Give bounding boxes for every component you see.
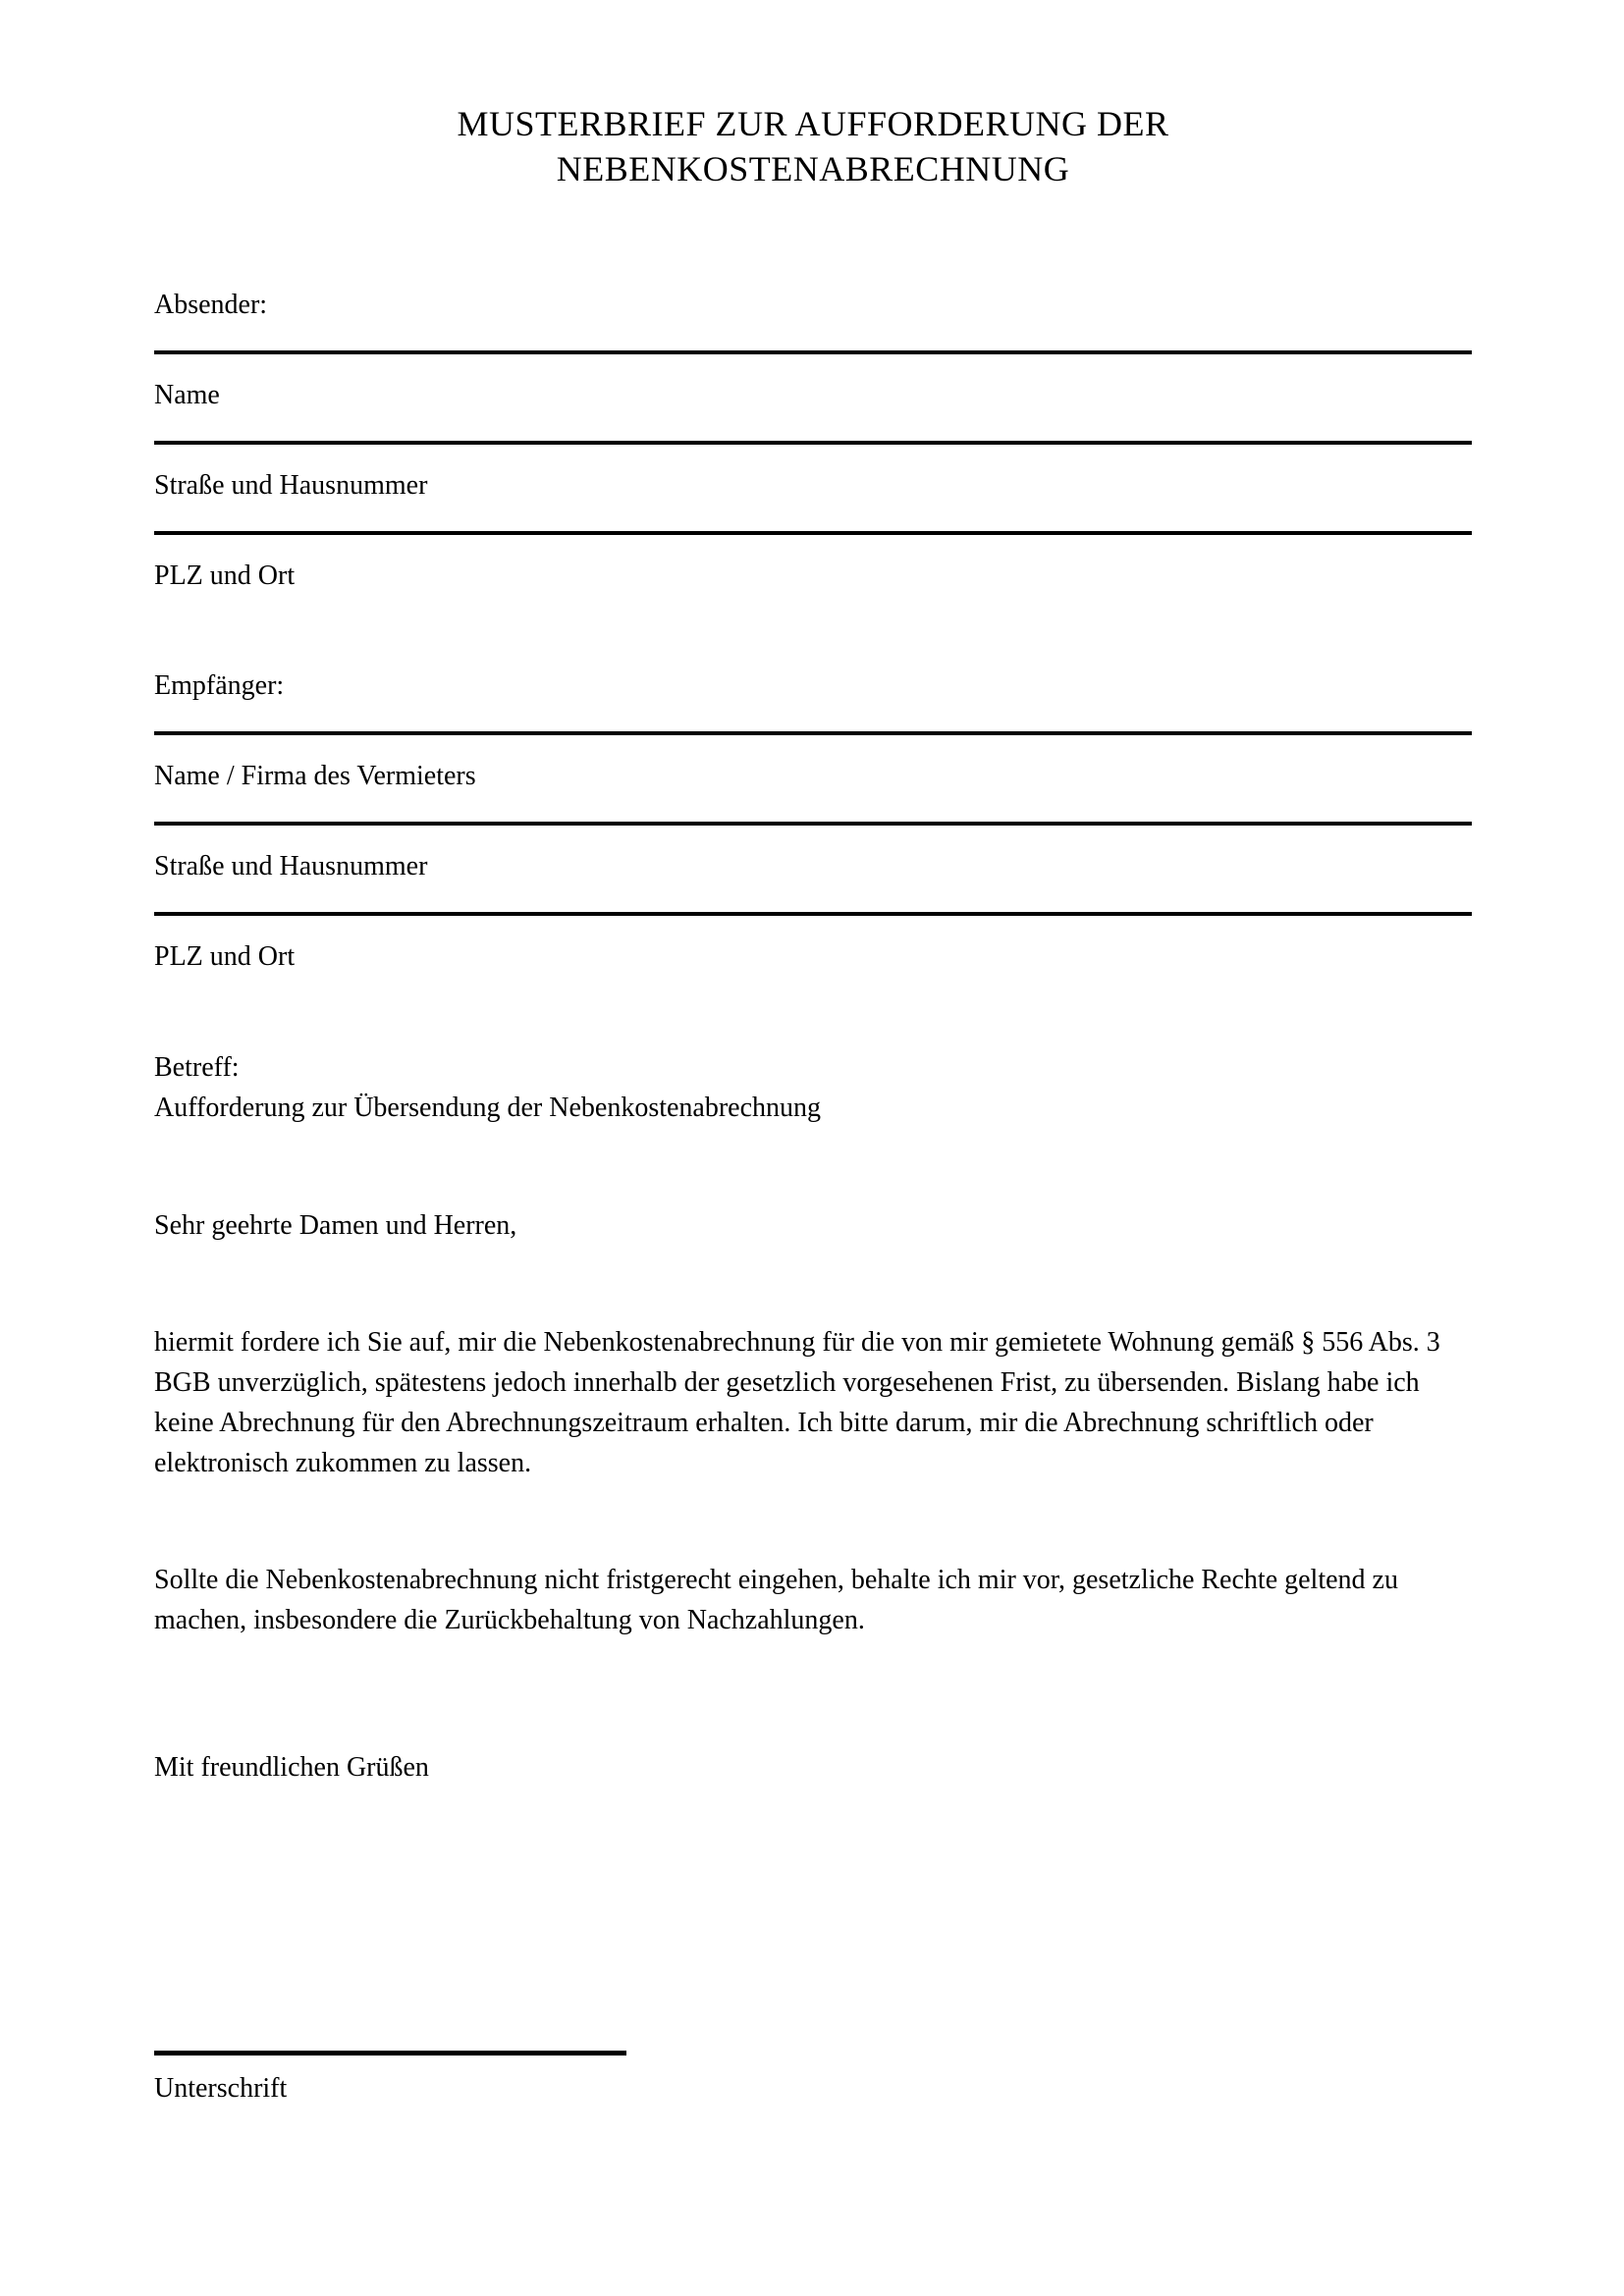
salutation: Sehr geehrte Damen und Herren,	[154, 1210, 517, 1241]
sender-street-blank-line	[154, 441, 1472, 445]
letter-title-line2: NEBENKOSTENABRECHNUNG	[556, 149, 1070, 188]
recipient-name-blank-line	[154, 731, 1472, 735]
signature-label: Unterschrift	[154, 2073, 288, 2104]
recipient-city-blank-line	[154, 912, 1472, 916]
subject-text: Aufforderung zur Übersendung der Nebenkostenabrechnung	[154, 1093, 822, 1123]
sender-name-blank-line	[154, 350, 1472, 354]
subject-label: Betreff:	[154, 1052, 240, 1083]
body-paragraph-2: Sollte die Nebenkostenabrechnung nicht fristgerecht eingehen, behalte ich mir vor, gesetzliche Rechte geltend zu machen, insbesondere die Zurückbehaltung von Nachzahlungen.	[154, 1565, 1398, 1635]
recipient-street-blank-line	[154, 822, 1472, 826]
sender-heading: Absender:	[154, 290, 268, 320]
recipient-name-label: Name / Firma des Vermieters	[154, 761, 476, 791]
sender-city-blank-line	[154, 531, 1472, 535]
recipient-street-label: Straße und Hausnummer	[154, 851, 428, 881]
subject-block	[154, 1047, 1472, 1128]
recipient-city-label: PLZ und Ort	[154, 941, 296, 972]
sender-city-label: PLZ und Ort	[154, 561, 296, 591]
closing: Mit freundlichen Grüßen	[154, 1752, 429, 1783]
letter-title-line1: MUSTERBRIEF ZUR AUFFORDERUNG DER	[457, 104, 1169, 143]
sender-name-label: Name	[154, 380, 220, 410]
recipient-heading: Empfänger:	[154, 670, 285, 701]
letter-title	[154, 101, 1472, 191]
sender-street-label: Straße und Hausnummer	[154, 470, 428, 501]
body-paragraph-1: hiermit fordere ich Sie auf, mir die Nebenkostenabrechnung für die von mir gemietete Wohnung gemäß § 556 Abs. 3 BGB unverzüglich, spätestens jedoch innerhalb der gesetzlich vorgesehenen Frist, zu übersenden. Bislang habe ich keine Abrechnung für den Abrechnungszeitraum erhalten. Ich bitte darum, mir die Abrechnung schriftlich oder elektronisch zukommen zu lassen.	[154, 1327, 1440, 1478]
letter-content	[0, 101, 1624, 2109]
signature-blank-line	[154, 2051, 626, 2056]
